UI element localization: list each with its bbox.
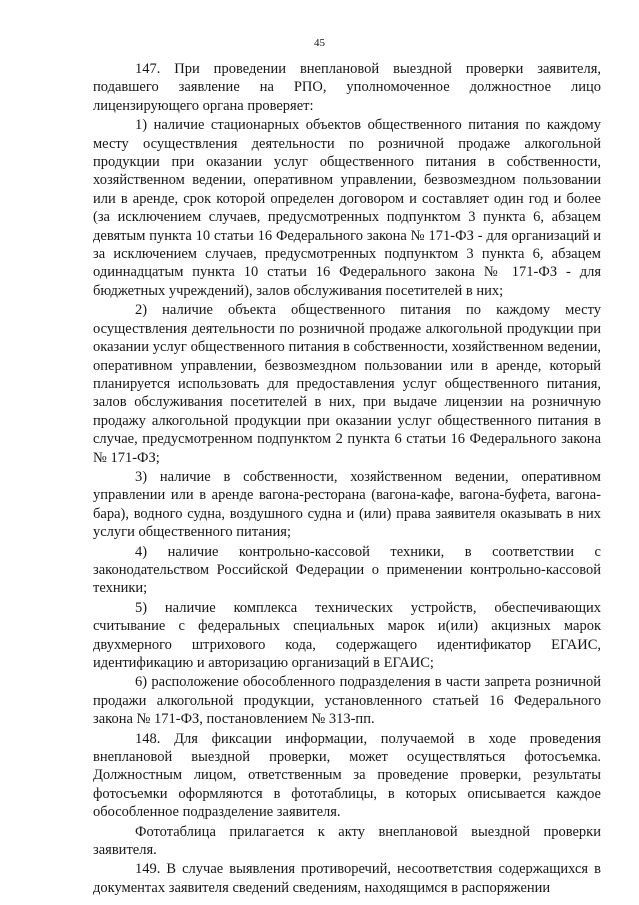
paragraph-phototable: Фототаблица прилагается к акту внеплановой выездной проверки заявителя. bbox=[93, 823, 601, 859]
paragraph-item-1: 1) наличие стационарных объектов общественного питания по каждому месту осуществления деятельности по розничной продаже алкогольной продукции при оказании услуг общественного питания в собственности, хозяйственном ведении, оперативном управлении, безвозмездном пользовании или в аренде, срок которой определен договором и составляет один год и более (за исключением случаев, предусмотренных подпунктом 3 пункта 6, абзацем девятым пункта 10 статьи 16 Федерального закона № 171-ФЗ - для организаций и за исключением случаев, предусмотренных подпунктом 3 пункта 6, абзацем одиннадцатым пункта 10 статьи 16 Федерального закона № 171-ФЗ - для бюджетных учреждений), залов обслуживания посетителей в них; bbox=[93, 117, 601, 299]
paragraph-147-intro: 147. При проведении внеплановой выездной проверки заявителя, подавшего заявление на РПО, уполномоченное должностное лицо лицензирующего органа проверяет: bbox=[93, 61, 601, 114]
paragraph-item-4: 4) наличие контрольно-кассовой техники, в соответствии с законодательством Российской Федерации о применении контрольно-кассовой техники; bbox=[93, 543, 601, 597]
paragraph-item-3: 3) наличие в собственности, хозяйственном ведении, оперативном управлении или в аренде вагона-ресторана (вагона-кафе, вагона-буфета, вагона-бара), водного судна, воздушного судна и (или) права заявителя оказывать в них услуги общественного питания; bbox=[93, 468, 601, 541]
paragraph-item-2: 2) наличие объекта общественного питания по каждому месту осуществления деятельности по розничной продаже алкогольной продукции при оказании услуг общественного питания в собственности, хозяйственном ведении, оперативном управлении, безвозмездном пользовании или в аренде, который планируется использовать для предоставления услуг общественного питания, залов обслуживания посетителей в них, при выдаче лицензии на розничную продажу алкогольной продукции при оказании услуг общественного питания в случае, предусмотренном подпунктом 2 пункта 6 статьи 16 Федерального закона № 171-ФЗ; bbox=[93, 302, 601, 466]
document-body bbox=[93, 60, 601, 898]
paragraph-149: 149. В случае выявления противоречий, несоответствия содержащихся в документах заявителя сведений сведениям, находящимся в распоряжении bbox=[93, 861, 601, 896]
page-number: 45 bbox=[314, 37, 325, 49]
paragraph-item-6: 6) расположение обособленного подразделения в части запрета розничной продажи алкогольной продукции, установленного статьей 16 Федерального закона № 171-ФЗ, постановлением № 313-пп. bbox=[93, 674, 601, 728]
paragraph-item-5: 5) наличие комплекса технических устройств, обеспечивающих считывание с федеральных специальных марок и(или) акцизных марок двухмерного штрихового кода, содержащего идентификатор ЕГАИС, идентификацию и авторизацию организаций в ЕГАИС; bbox=[93, 599, 601, 671]
paragraph-148: 148. Для фиксации информации, получаемой в ходе проведения внеплановой выездной проверки, может осуществляться фотосъемка. Должностным лицом, ответственным за проведение проверки, результаты фотосъемки оформляются в фототаблицы, в которых описывается каждое обособленное подразделение заявителя. bbox=[93, 730, 601, 821]
